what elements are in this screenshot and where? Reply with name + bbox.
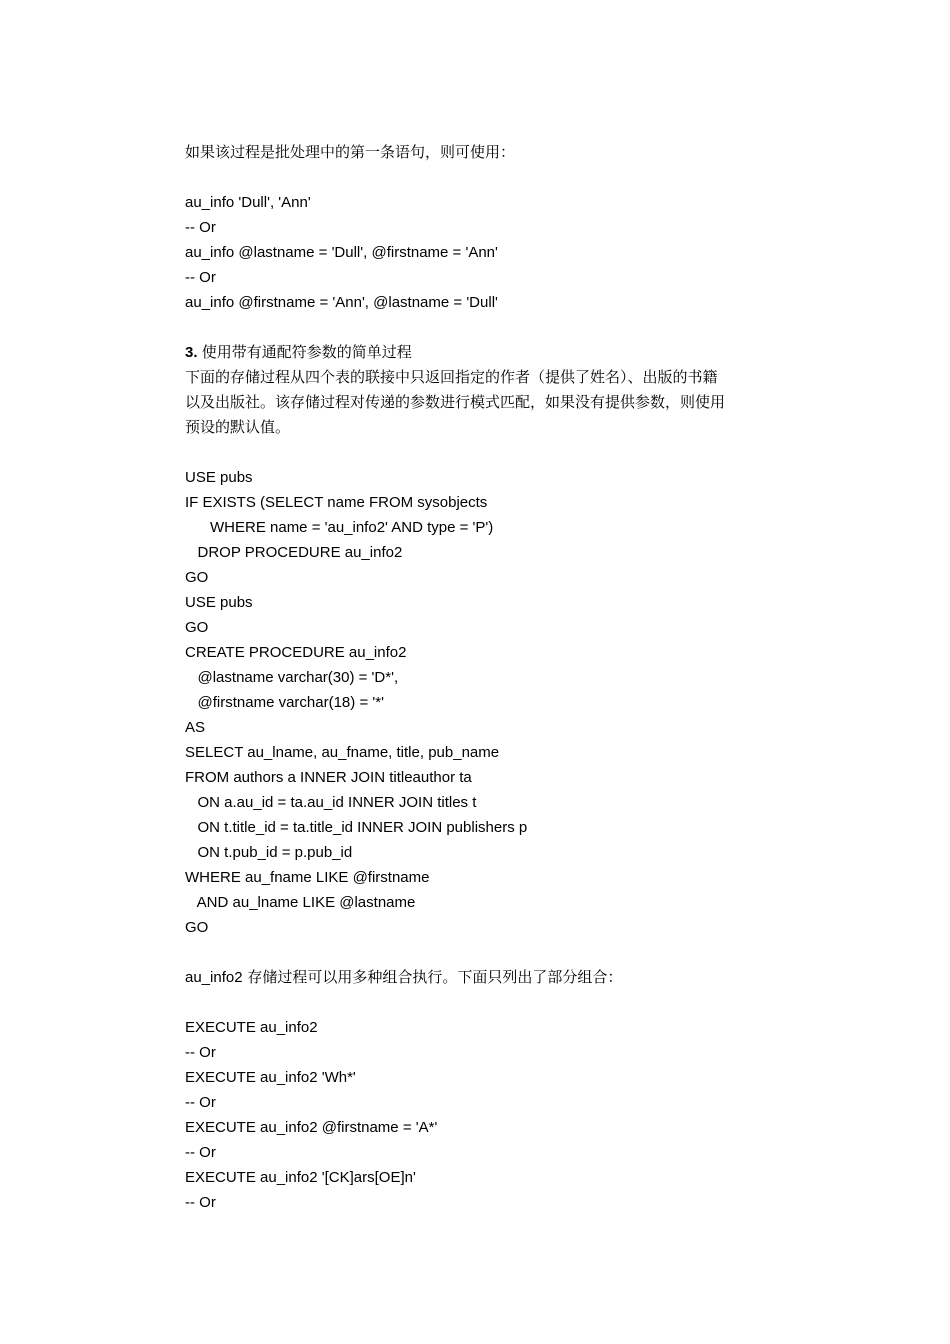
spacer <box>185 315 805 340</box>
intro-paragraph: 如果该过程是批处理中的第一条语句，则可使用： <box>185 143 516 161</box>
section-description-line: 下面的存储过程从四个表的联接中只返回指定的作者（提供了姓名）、出版的书籍 <box>185 368 718 386</box>
section-description-line: 预设的默认值。 <box>185 418 291 436</box>
code-line: au_info 'Dull', 'Ann' <box>185 194 311 211</box>
section-3 <box>185 340 805 440</box>
example-block-2 <box>185 1015 805 1215</box>
spacer <box>185 940 805 965</box>
exec-intro-code: au_info2 <box>185 969 243 986</box>
code-line: EXECUTE au_info2 @firstname = 'A*' <box>185 1119 438 1136</box>
section-heading <box>185 340 805 365</box>
code-line: -- Or <box>185 1044 216 1061</box>
code-line: ON a.au_id = ta.au_id INNER JOIN titles t <box>185 794 477 811</box>
code-line: ON t.title_id = ta.title_id INNER JOIN publishers p <box>185 819 528 836</box>
code-line: USE pubs <box>185 594 253 611</box>
spacer <box>185 990 805 1015</box>
code-line: @lastname varchar(30) = 'D*', <box>185 669 399 686</box>
code-line: USE pubs <box>185 469 253 486</box>
code-line: -- Or <box>185 219 216 236</box>
spacer <box>185 165 805 190</box>
code-line: GO <box>185 919 209 936</box>
code-line: AND au_lname LIKE @lastname <box>185 894 416 911</box>
code-line: EXECUTE au_info2 <box>185 1019 318 1036</box>
example-block-1 <box>185 190 805 315</box>
exec-intro-paragraph <box>185 965 805 990</box>
code-line: GO <box>185 619 209 636</box>
code-line: @firstname varchar(18) = '*' <box>185 694 384 711</box>
section-number: 3. <box>185 344 198 361</box>
code-line: -- Or <box>185 269 216 286</box>
code-line: WHERE au_fname LIKE @firstname <box>185 869 430 886</box>
code-line: GO <box>185 569 209 586</box>
code-line: ON t.pub_id = p.pub_id <box>185 844 353 861</box>
code-line: au_info @firstname = 'Ann', @lastname = 'Dull' <box>185 294 498 311</box>
code-line: AS <box>185 719 206 736</box>
section-description-line: 以及出版社。该存储过程对传递的参数进行模式匹配，如果没有提供参数，则使用 <box>185 393 726 411</box>
code-line: FROM authors a INNER JOIN titleauthor ta <box>185 769 472 786</box>
exec-intro-text: 存储过程可以用多种组合执行。下面只列出了部分组合： <box>242 968 623 986</box>
code-line: SELECT au_lname, au_fname, title, pub_name <box>185 744 500 761</box>
code-line: DROP PROCEDURE au_info2 <box>185 544 403 561</box>
code-line: -- Or <box>185 1094 216 1111</box>
spacer <box>185 440 805 465</box>
code-line: -- Or <box>185 1144 216 1161</box>
sql-code-block <box>185 465 805 940</box>
section-title: 使用带有通配符参数的简单过程 <box>201 343 412 361</box>
code-line: EXECUTE au_info2 '[CK]ars[OE]n' <box>185 1169 416 1186</box>
code-line: CREATE PROCEDURE au_info2 <box>185 644 407 661</box>
code-line: EXECUTE au_info2 'Wh*' <box>185 1069 356 1086</box>
document-body <box>185 140 805 1215</box>
code-line: WHERE name = 'au_info2' AND type = 'P') <box>185 519 494 536</box>
code-line: IF EXISTS (SELECT name FROM sysobjects <box>185 494 488 511</box>
code-line: -- Or <box>185 1194 216 1211</box>
code-line: au_info @lastname = 'Dull', @firstname = 'Ann' <box>185 244 498 261</box>
